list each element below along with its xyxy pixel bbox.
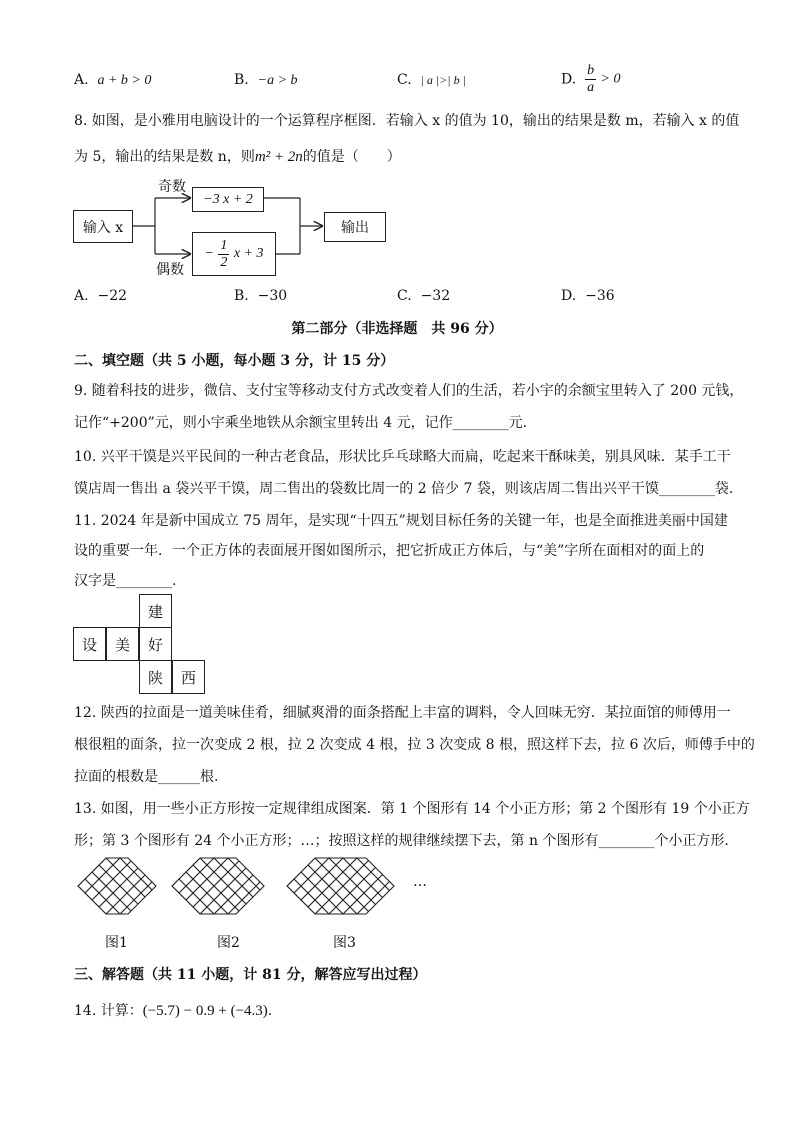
flow-even-fraction: $\frac{1}{2}$ [220,237,228,270]
section2-title: 二、填空题（共 5 小题，每小题 3 分，计 15 分） [74,353,395,369]
flow-even-label: 偶数 [156,262,184,278]
q7-option-a: A. a + b > 0 [74,72,152,88]
q13-line2: 形；第 3 个图形有 24 个小正方形；…；按照这样的规律继续摆下去，第 n 个图形有________个小正方形. [74,833,729,849]
q8-option-a: A. −22 [74,288,128,304]
net-cell-bottom: 陕 [139,660,172,694]
q7-option-d: D. $\frac{b}{a}$ > 0 [561,63,621,95]
flow-even-box: − $\frac{1}{2}$ x + 3 [192,232,276,276]
part2-title: 第二部分（非选择题 共 96 分） [291,321,503,337]
net-cell-left: 设 [73,627,106,661]
q13-fig-label-1: 图1 [105,935,128,951]
net-cell-right: 西 [172,660,205,694]
lattice-figure-1 [22,858,260,914]
q8-option-d: D. −36 [561,288,615,304]
flow-odd-box: −3 x + 2 [192,187,264,212]
q13-line1: 13. 如图，用一些小正方形按一定规律组成图案．第 1 个图形有 14 个小正方形；第 2 个图形有 19 个小正方 [74,801,750,817]
q12-line2: 根很粗的面条，拉一次变成 2 根，拉 2 次变成 4 根，拉 3 次变成 8 根，照这样下去，拉 6 次后，师傅手中的 [74,737,755,753]
flow-odd-label: 奇数 [158,179,186,195]
q9-line1: 9. 随着科技的进步，微信、支付宝等移动支付方式改变着人们的生活，若小宇的余额宝里转入了 200 元钱， [74,383,744,399]
net-cell-top: 建 [139,594,172,628]
section3-title: 三、解答题（共 11 小题，计 81 分，解答应写出过程） [74,967,427,983]
q7-option-b: B. −a > b [234,72,298,88]
net-cell-center: 好 [139,627,172,661]
q11-line1: 11. 2024 年是新中国成立 75 周年，是实现“十四五”规划目标任务的关键一年，也是全面推进美丽中国建 [74,513,728,529]
q8-line2: 为 5，输出的结果是数 n，则m² + 2n的值是（ ） [74,149,401,165]
q8-option-c: C. −32 [397,288,451,304]
lattice-figure-2 [116,858,368,914]
q8-option-b: B. −30 [234,288,288,304]
q10-line2: 馍店周一售出 a 袋兴平干馍，周二售出的袋数比周一的 2 倍少 7 袋，则该店周二售出兴平干馍________袋. [74,481,734,497]
q12-line1: 12. 陕西的拉面是一道美味佳肴，细腻爽滑的面条搭配上丰富的调料，令人回味无穷．某拉面馆的师傅用一 [74,705,731,721]
flow-output-box: 输出 [324,212,386,242]
q9-line2: 记作“+200”元，则小宇乘坐地铁从余额宝里转出 4 元，记作________元. [74,415,528,431]
q13-fig-label-3: 图3 [333,935,356,951]
flow-input-box: 输入 x [73,210,133,243]
q10-line1: 10. 兴平干馍是兴平民间的一种古老食品，形状比乒乓球略大而扁，吃起来干酥味美，别具风味．某手工干 [74,449,731,465]
q13-fig-label-2: 图2 [217,935,240,951]
lattice-figure-3 [231,858,497,914]
q11-line2: 设的重要一年．一个正方体的表面展开图如图所示，把它折成正方体后，与“美”字所在面相对的面上的 [74,543,705,559]
q8-line1: 8. 如图，是小雅用电脑设计的一个运算程序框图．若输入 x 的值为 10，输出的结果是数 m，若输入 x 的值 [74,113,740,129]
q11-line3: 汉字是________. [74,573,177,589]
q7-d-fraction: $\frac{b}{a}$ [587,63,595,95]
q14-line: 14. 计算：(−5.7) − 0.9 + (−4.3). [74,1003,273,1019]
net-cell-mid: 美 [106,627,139,661]
q7-option-c: C. | a |>| b | [397,72,466,88]
q13-ellipsis: … [413,874,427,890]
q12-line3: 拉面的根数是______根. [74,769,219,785]
